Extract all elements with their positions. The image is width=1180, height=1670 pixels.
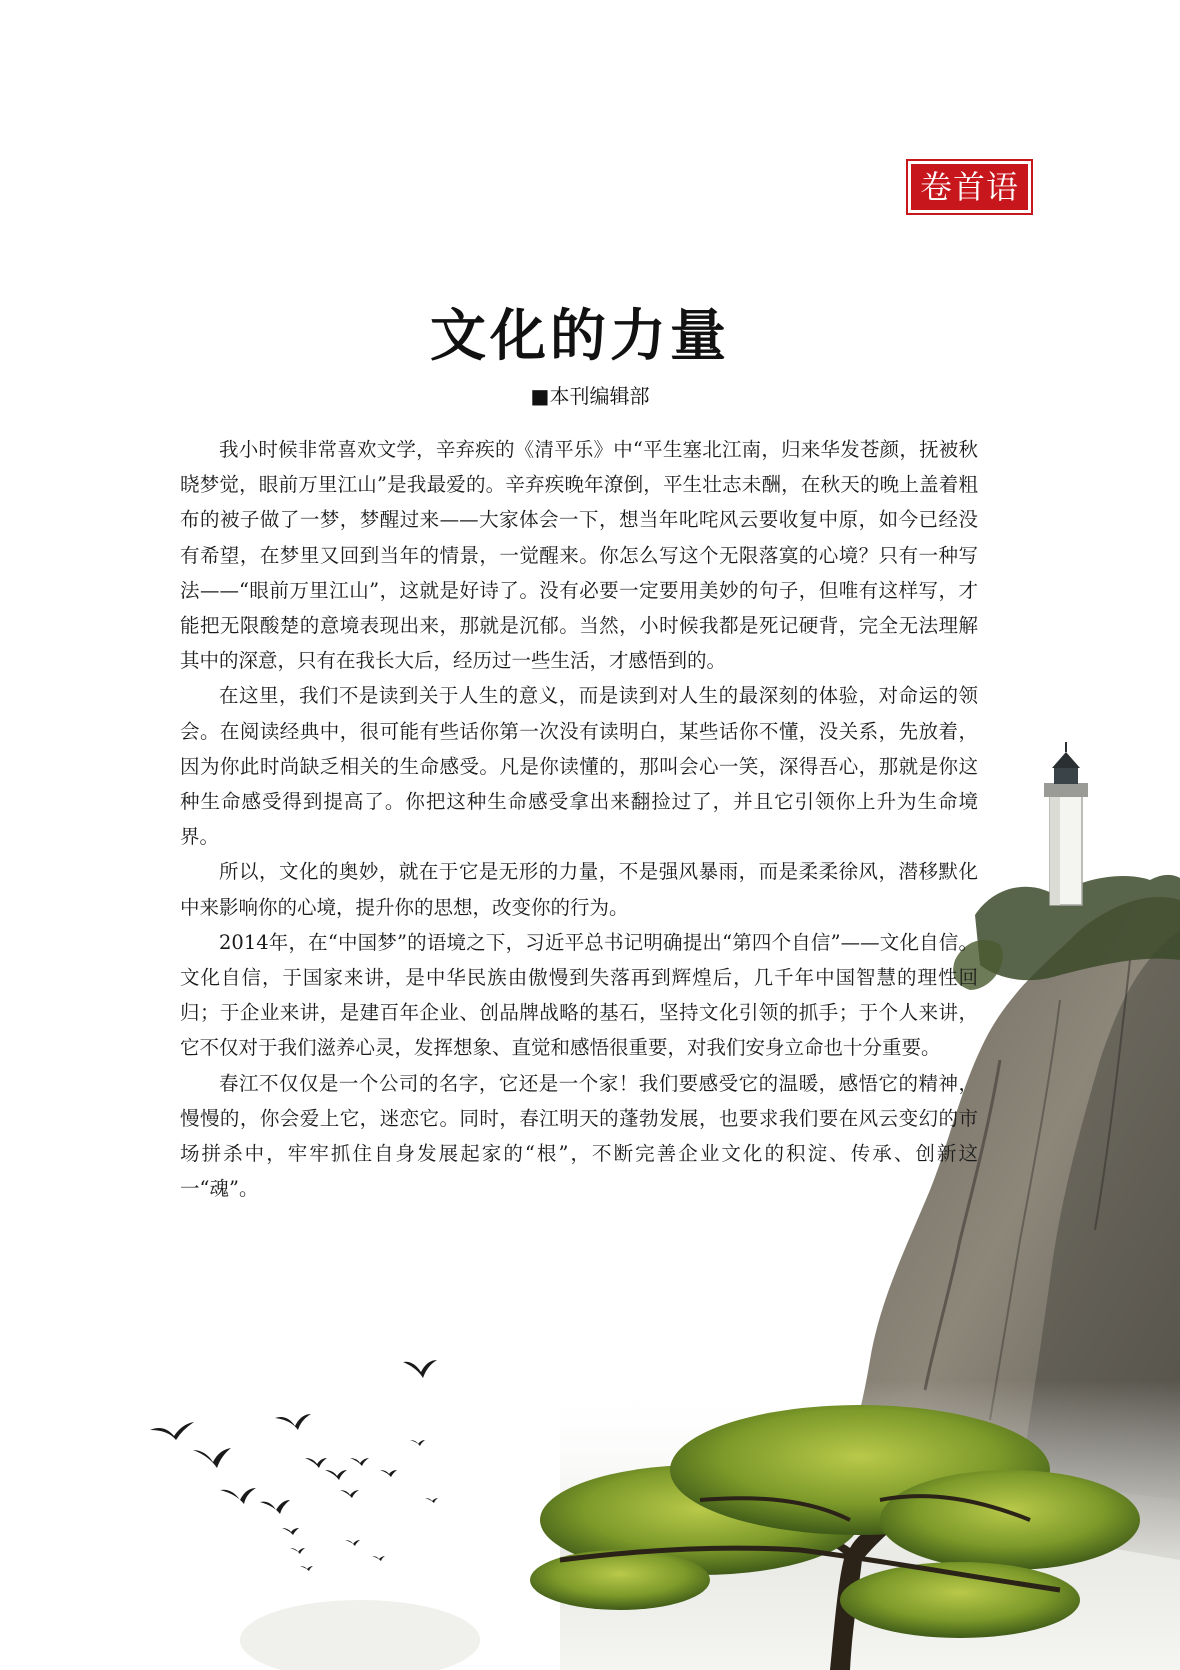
section-badge-label: 卷首语	[911, 164, 1028, 210]
lighthouse	[1044, 742, 1088, 905]
article-title: 文化的力量	[430, 303, 730, 369]
paragraph: 2014年，在“中国梦”的语境之下，习近平总书记明确提出“第四个自信”——文化自信。文化自信，于国家来讲，是中华民族由傲慢到失落再到辉煌后，几千年中国智慧的理性回归；于企业来讲，是建百年企业、创品牌战略的基石，坚持文化引领的抓手；于个人来讲，它不仅对于我们滋养心灵，发挥想象、直觉和感悟很重要，对我们安身立命也十分重要。	[180, 930, 978, 1060]
paragraph: 所以，文化的奥妙，就在于它是无形的力量，不是强风暴雨，而是柔柔徐风，潜移默化中来影响你的心境，提升你的思想，改变你的行为。	[180, 860, 978, 919]
flying-birds	[150, 1360, 438, 1571]
article-body	[180, 432, 978, 1206]
paragraph: 在这里，我们不是读到关于人生的意义，而是读到对人生的最深刻的体验，对命运的领会。在阅读经典中，很可能有些话你第一次没有读明白，某些话你不懂，没关系，先放着，因为你此时尚缺乏相关的生命感受。凡是你读懂的，那叫会心一笑，深得吾心，那就是你这种生命感受得到提高了。你把这种生命感受拿出来翻捡过了，并且它引领你上升为生命境界。	[180, 684, 978, 849]
article-byline: ■本刊编辑部	[530, 384, 650, 408]
paragraph: 我小时候非常喜欢文学，辛弃疾的《清平乐》中“平生塞北江南，归来华发苍颜，抚被秋晓梦觉，眼前万里江山”是我最爱的。辛弃疾晚年潦倒，平生壮志未酬，在秋天的晚上盖着粗布的被子做了一梦，梦醒过来——大家体会一下，想当年叱咤风云要收复中原，如今已经没有希望，在梦里又回到当年的情景，一觉醒来。你怎么写这个无限落寞的心境？只有一种写法——“眼前万里江山”，这就是好诗了。没有必要一定要用美妙的句子，但唯有这样写，才能把无限酸楚的意境表现出来，那就是沉郁。当然，小时候我都是死记硬背，完全无法理解其中的深意，只有在我长大后，经历过一些生活，才感悟到的。	[180, 438, 978, 673]
paragraph: 春江不仅仅是一个公司的名字，它还是一个家！我们要感受它的温暖，感悟它的精神，慢慢的，你会爱上它，迷恋它。同时，春江明天的蓬勃发展，也要求我们要在风云变幻的市场拼杀中，牢牢抓住自身发展起家的“根”，不断完善企业文化的积淀、传承、创新这一“魂”。	[180, 1071, 978, 1201]
